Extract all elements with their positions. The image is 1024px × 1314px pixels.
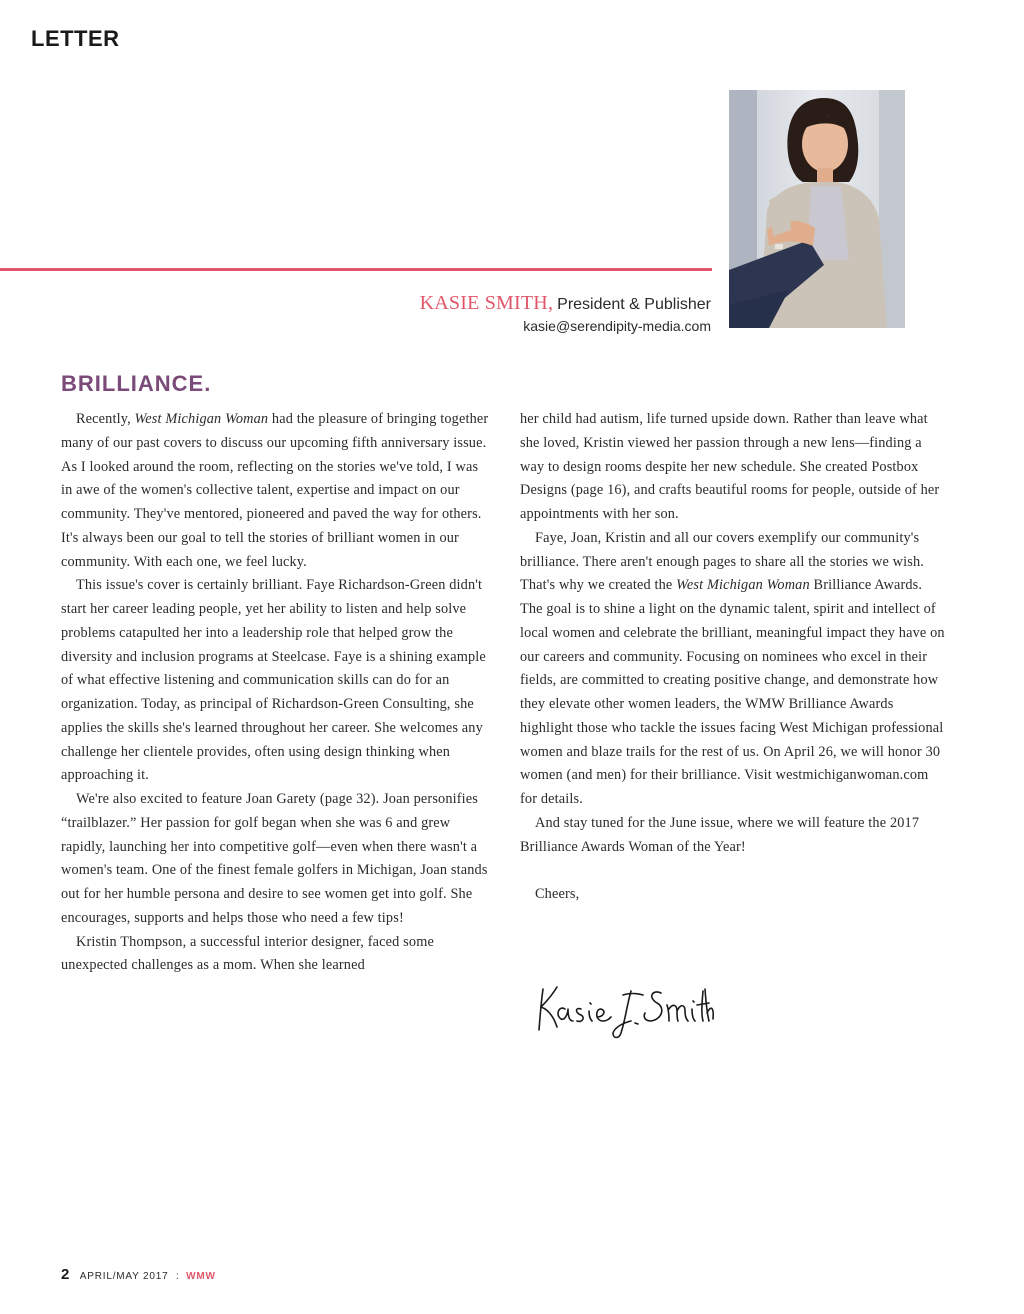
paragraph: Recently, West Michigan Woman had the pleasure of bringing together many of our past covers to discuss our upcoming fifth anniversary issue. As I looked around the room, reflecting on the stories we've told, I was in awe of the women's collective talent, expertise and impact on our community. They've mentored, pioneered and paved the way for others. It's always been our goal to tell the stories of brilliant women in our community. With each one, we feel lucky. (61, 411, 489, 570)
paragraph: We're also excited to feature Joan Garety (page 32). Joan personifies “trailblazer.” Her passion for golf began when she was 6 and grew rapidly, launching her into competitive golf—even when there wasn't a women's team. One of the finest female golfers in Michigan, Joan stands out for her humble persona and desire to see women get into golf. She encourages, supports and helps those who need a few tips! (61, 791, 488, 926)
article-headline: BRILLIANCE. (61, 371, 212, 396)
article-column-left (61, 408, 493, 978)
byline (420, 292, 711, 336)
handwritten-signature (535, 975, 715, 1045)
publication-brand: WMW (186, 1271, 216, 1282)
author-portrait-image (729, 90, 905, 328)
author-title: President & Publisher (557, 296, 711, 313)
closing-salutation: Cheers, (535, 886, 580, 902)
publication-name: West Michigan Woman (134, 411, 269, 427)
paragraph: Kristin Thompson, a successful interior designer, faced some unexpected challenges as a mom. When she learned (61, 933, 434, 974)
author-photo (729, 90, 905, 328)
paragraph: This issue's cover is certainly brilliant. Faye Richardson-Green didn't start her career leading people, yet her ability to listen and help solve problems catapulted her into a leadership role that helped grow the diversity and inclusion programs at Steelcase. Faye is a shining example of what effective listening and communication skills can do for an organization. Today, as principal of Richardson-Green Consulting, she applies the skills she's learned throughout her career. She welcomes any challenge her clientele provides, often using design thinking when approaching it. (61, 577, 486, 784)
article-column-right (520, 408, 948, 907)
accent-divider (0, 268, 712, 271)
author-email[interactable]: kasie@serendipity-media.com (523, 318, 711, 334)
page-number: 2 (61, 1266, 70, 1283)
paragraph: And stay tuned for the June issue, where we will feature the 2017 Brilliance Awards Woman of the Year! (520, 814, 920, 855)
paragraph: Faye, Joan, Kristin and all our covers exemplify our community's brilliance. There aren't enough pages to share all the stories we wish. That's why we created the West Michigan Woman Brilliance Awards. The goal is to shine a light on the dynamic talent, spirit and intellect of local women and celebrate the brilliant, meaningful impact they have on our careers and community. Focusing on nominees who excel in their fields, are committed to creating positive change, and demonstrate how they elevate other women leaders, the WMW Brilliance Awards highlight those who tackle the issues facing West Michigan professional women and blaze trails for the rest of us. On April 26, we will honor 30 women (and men) for their brilliance. Visit westmichiganwoman.com for details. (520, 529, 945, 807)
section-label: LETTER (31, 26, 120, 51)
issue-date: APRIL/MAY 2017 (79, 1271, 169, 1282)
publication-name: West Michigan Woman (676, 577, 810, 594)
paragraph: her child had autism, life turned upside down. Rather than leave what she loved, Kristin viewed her passion through a new lens—finding a way to design rooms despite her new schedule. She created Postbox Designs (page 16), and crafts beautiful rooms for people, outside of her appointments with her son. (520, 411, 940, 522)
footer-separator: : (175, 1271, 179, 1282)
page-footer (61, 1266, 216, 1284)
author-name: KASIE SMITH, (419, 292, 554, 314)
